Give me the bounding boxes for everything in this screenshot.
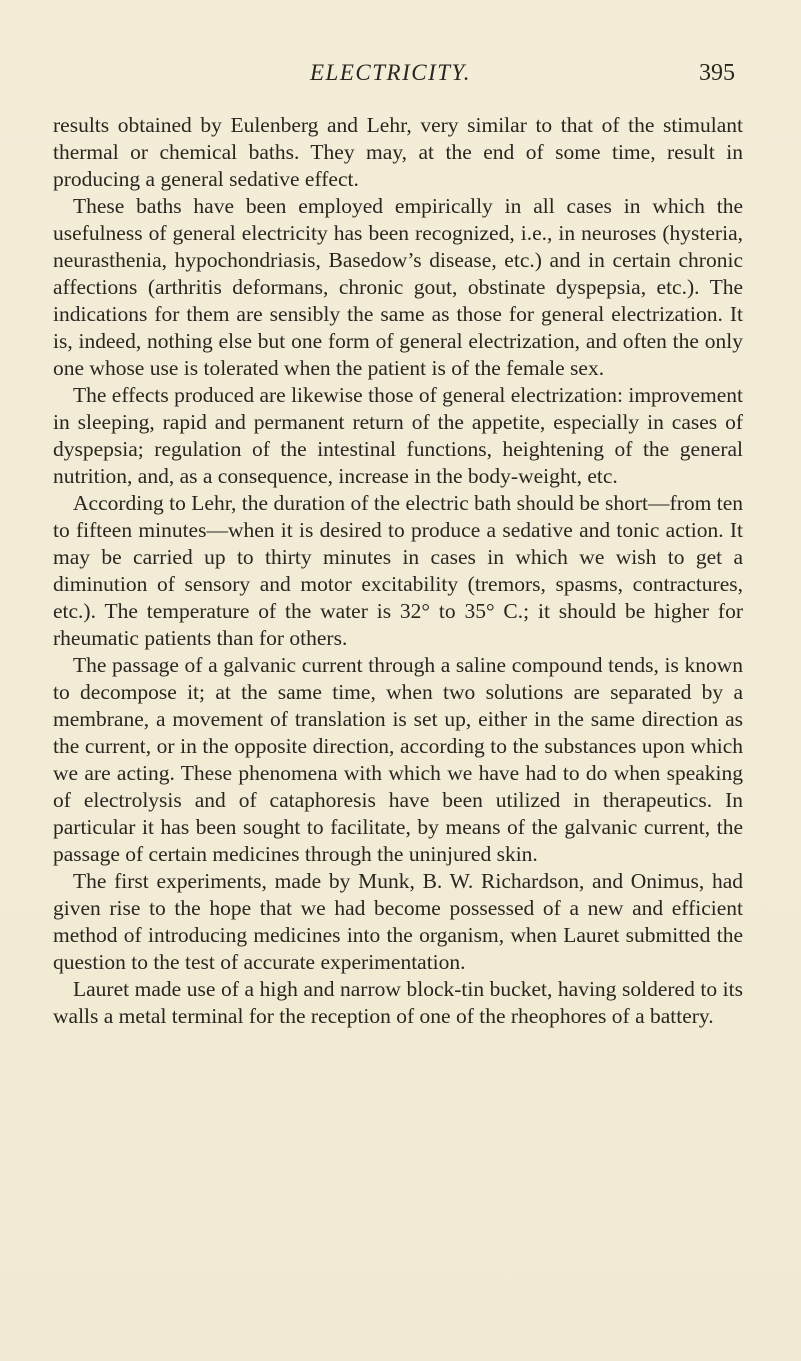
running-title: ELECTRICITY. xyxy=(310,60,471,85)
paragraph: The effects produced are likewise those of general electrization: improvement in sleeping, rapid and permanent return of the appetite, especially in cases of dyspepsia; regulation of the intestinal functions, heightening of the general nutrition, and, as a consequence, increase in the body-weight, etc. xyxy=(53,383,743,488)
page-header xyxy=(70,60,735,100)
paragraph: The first experiments, made by Munk, B. W. Richardson, and Onimus, had given rise to the hope that we had become possessed of a new and efficient method of introducing medicines into the organism, when Lauret submitted the question to the test of accurate experimentation. xyxy=(53,869,743,974)
paragraph: According to Lehr, the duration of the electric bath should be short—from ten to fifteen minutes—when it is desired to produce a sedative and tonic action. It may be carried up to thirty minutes in cases in which we wish to get a diminution of sensory and motor excitability (tremors, spasms, contractures, etc.). The temperature of the water is 32° to 35° C.; it should be higher for rheumatic patients than for others. xyxy=(53,491,743,650)
paragraph: The passage of a galvanic current through a saline compound tends, is known to decompose it; at the same time, when two solutions are separated by a membrane, a movement of translation is set up, either in the same direction as the current, or in the opposite direction, according to the substances upon which we are acting. These phenomena with which we have had to do when speaking of electrolysis and of cataphoresis have been utilized in therapeutics. In particular it has been sought to facilitate, by means of the galvanic current, the passage of certain medicines through the uninjured skin. xyxy=(53,653,743,866)
paragraph: results obtained by Eulenberg and Lehr, very similar to that of the stimulant thermal or chemical baths. They may, at the end of some time, result in producing a general sedative effect. xyxy=(53,113,743,191)
body-text xyxy=(53,112,743,1030)
page-number: 395 xyxy=(699,60,735,86)
paragraph: Lauret made use of a high and narrow block-tin bucket, having soldered to its walls a metal terminal for the reception of one of the rheophores of a battery. xyxy=(53,977,743,1028)
paragraph: These baths have been employed empirically in all cases in which the usefulness of general electricity has been recognized, i.e., in neuroses (hysteria, neurasthenia, hypochondriasis, Basedow’s disease, etc.) and in certain chronic affections (arthritis deformans, chronic gout, obstinate dyspepsia, etc.). The indications for them are sensibly the same as those for general electrization. It is, indeed, nothing else but one form of general electrization, and often the only one whose use is tolerated when the patient is of the female sex. xyxy=(53,194,743,380)
